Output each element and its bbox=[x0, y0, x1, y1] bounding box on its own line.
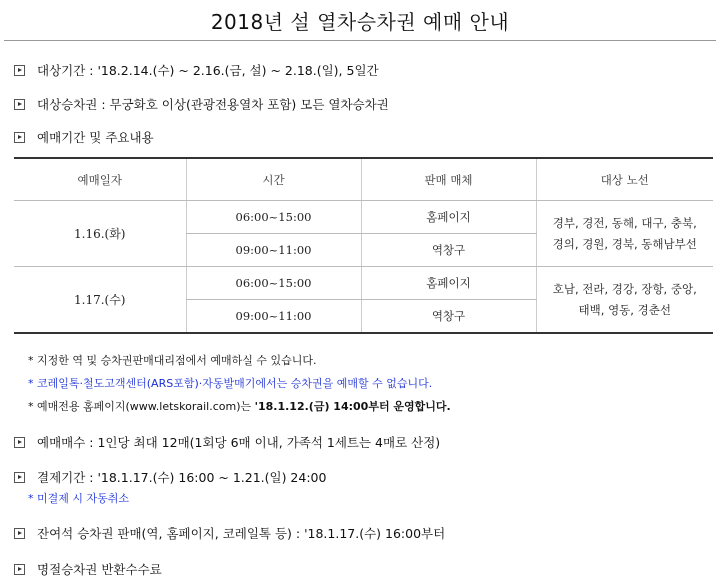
media-cell: 홈페이지 bbox=[361, 201, 536, 234]
remaining-text: 잔여석 승차권 판매(역, 홈페이지, 코레일톡 등) : '18.1.17.(수) 16:00부터 bbox=[37, 526, 446, 541]
table-header-row bbox=[14, 158, 713, 201]
header-media: 판매 매체 bbox=[361, 158, 536, 201]
media-cell: 역창구 bbox=[361, 234, 536, 267]
route-line: 호남, 전라, 경강, 장항, 중앙, bbox=[552, 281, 697, 296]
media-cell: 역창구 bbox=[361, 300, 536, 334]
routes-cell bbox=[536, 267, 713, 334]
period-text: 대상기간 : '18.2.14.(수) ~ 2.16.(금, 설) ~ 2.18.(일), 5일간 bbox=[37, 63, 379, 78]
section-period bbox=[14, 61, 379, 79]
title-divider bbox=[4, 40, 716, 41]
note-unavailable-channels: * 코레일톡·철도고객센터(ARS포함)·자동발매기에서는 승차권을 예매할 수 없습니다. bbox=[28, 377, 433, 390]
route-line: 경의, 경원, 경북, 동해남부선 bbox=[552, 236, 697, 251]
reservation-text: 예매기간 및 주요내용 bbox=[37, 130, 154, 145]
date-cell: 1.17.(수) bbox=[14, 267, 186, 334]
time-cell: 09:00~11:00 bbox=[186, 300, 361, 334]
section-reservation bbox=[14, 128, 154, 146]
note-website-date: '18.1.12.(금) 14:00부터 운영합니다. bbox=[254, 400, 451, 413]
bullet-arrow-icon bbox=[14, 132, 25, 143]
section-limit bbox=[14, 433, 440, 451]
note-website-prefix: * 예매전용 홈페이지(www.letskorail.com)는 bbox=[28, 400, 255, 413]
bullet-arrow-icon bbox=[14, 65, 25, 76]
page-title: 2018년 설 열차승차권 예매 안내 bbox=[210, 10, 510, 34]
reservation-schedule-table bbox=[14, 157, 713, 334]
header-time: 시간 bbox=[186, 158, 361, 201]
media-cell: 홈페이지 bbox=[361, 267, 536, 300]
section-remaining bbox=[14, 524, 445, 542]
table-row bbox=[14, 267, 713, 300]
header-date: 예매일자 bbox=[14, 158, 186, 201]
time-cell: 06:00~15:00 bbox=[186, 201, 361, 234]
route-line: 경부, 경전, 동해, 대구, 충북, bbox=[552, 215, 697, 230]
bullet-arrow-icon bbox=[14, 564, 25, 575]
route-line: 태백, 영동, 경춘선 bbox=[578, 302, 671, 317]
note-website bbox=[28, 398, 451, 414]
header-routes: 대상 노선 bbox=[536, 158, 713, 201]
section-tickets bbox=[14, 95, 389, 113]
note-locations: * 지정한 역 및 승차권판매대리점에서 예매하실 수 있습니다. bbox=[28, 354, 317, 367]
payment-text: 결제기간 : '18.1.17.(수) 16:00 ~ 1.21.(일) 24:00 bbox=[37, 470, 327, 485]
bullet-arrow-icon bbox=[14, 99, 25, 110]
section-refund bbox=[14, 560, 162, 578]
tickets-text: 대상승차권 : 무궁화호 이상(관광전용열차 포함) 모든 열차승차권 bbox=[37, 97, 389, 112]
section-payment bbox=[14, 468, 326, 486]
refund-text: 명절승차권 반환수수료 bbox=[37, 562, 162, 577]
limit-text: 예매매수 : 1인당 최대 12매(1회당 6매 이내, 가족석 1세트는 4매로 산정) bbox=[37, 435, 441, 450]
table-row bbox=[14, 201, 713, 234]
time-cell: 06:00~15:00 bbox=[186, 267, 361, 300]
payment-note: * 미결제 시 자동취소 bbox=[28, 492, 129, 505]
date-cell: 1.16.(화) bbox=[14, 201, 186, 267]
bullet-arrow-icon bbox=[14, 437, 25, 448]
bullet-arrow-icon bbox=[14, 528, 25, 539]
routes-cell bbox=[536, 201, 713, 267]
time-cell: 09:00~11:00 bbox=[186, 234, 361, 267]
bullet-arrow-icon bbox=[14, 472, 25, 483]
